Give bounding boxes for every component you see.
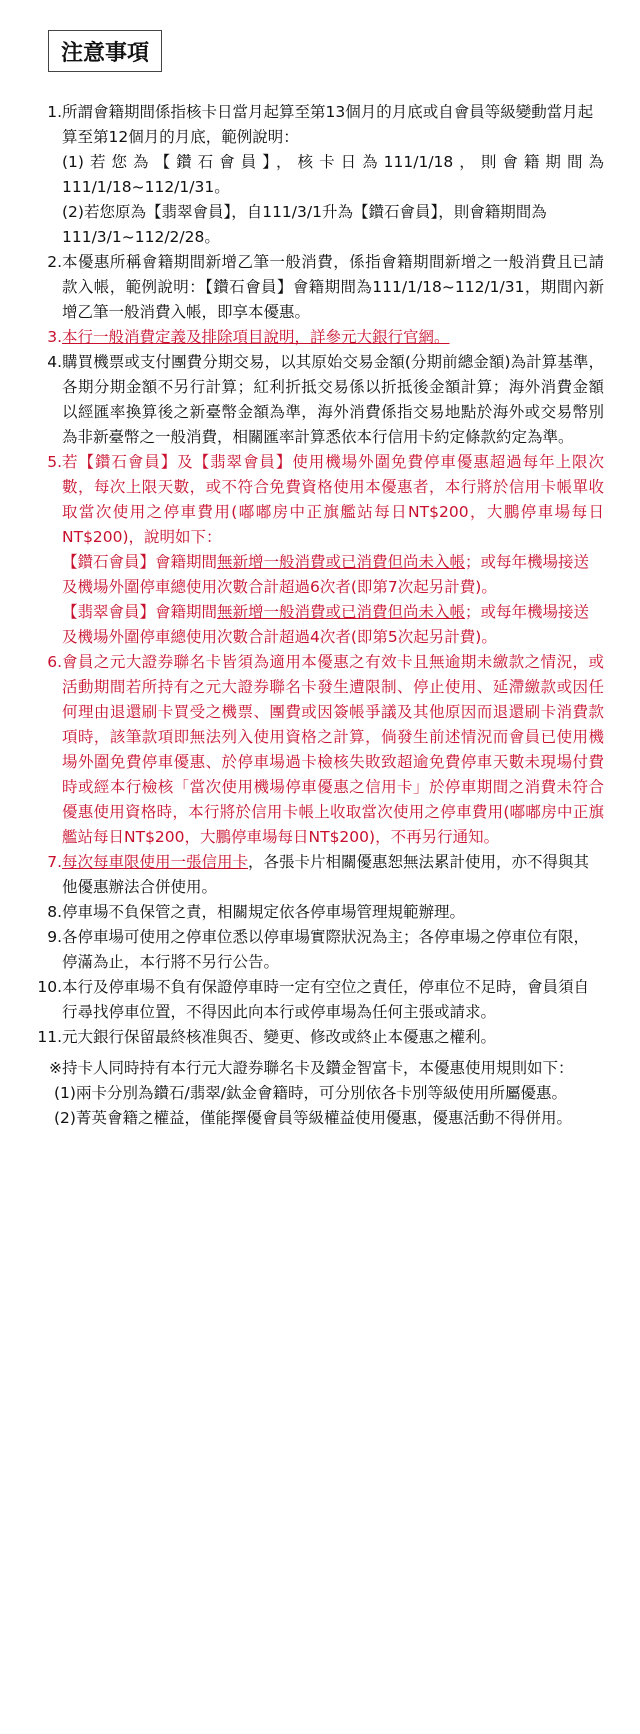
note-example-2: (2)若您原為【翡翠會員】，自111/3/1升為【鑽石會員】，則會籍期間為111/3/1~112/2/28。	[62, 203, 547, 246]
note-item-8	[36, 900, 604, 925]
rule-suffix: ；或每年機場接送及機場外圍停車總使用次數合計超過4次者(即第5次起另計費)。	[62, 603, 590, 646]
note-number: 7.	[47, 853, 62, 871]
note-item-9	[36, 925, 604, 975]
note-item-3	[36, 325, 604, 350]
note-item-4	[36, 350, 604, 450]
note-number: 8.	[47, 903, 62, 921]
rule-prefix: 【鑽石會員】會籍期間	[62, 553, 218, 571]
note-text: 本行及停車場不負有保證停車時一定有空位之責任，停車位不足時，會員須自行尋找停車位置，不得因此向本行或停車場為任何主張或請求。	[62, 978, 590, 1021]
rule-text: 菁英會籍之權益，僅能擇優會員等級權益使用優惠，優惠活動不得併用。	[76, 1109, 573, 1127]
note-item-2	[36, 250, 604, 325]
note-text: 各停車場可使用之停車位悉以停車場實際狀況為主；各停車場之停車位有限，停滿為止，本行將不另行公告。	[62, 928, 590, 971]
dual-card-intro: 持卡人同時持有本行元大證券聯名卡及鑽金智富卡，本優惠使用規則如下：	[62, 1059, 574, 1077]
dual-card-rule-2	[36, 1106, 604, 1131]
note-text: 購買機票或支付團費分期交易，以其原始交易金額(分期前總金額)為計算基準，各期分期金額不另行計算；紅利折抵交易係以折抵後金額計算；海外消費金額以經匯率換算後之新臺幣金額為準，海外消費係指交易地點於海外或交易幣別為非新臺幣之一般消費，相關匯率計算悉依本行信用卡約定條款約定為準。	[62, 353, 604, 446]
diamond-member-rule	[62, 550, 604, 600]
emerald-member-rule	[62, 600, 604, 650]
note-number: 10.	[37, 978, 62, 996]
note-number: 3.	[47, 328, 62, 346]
note-number: 5.	[47, 453, 62, 471]
note-text: 本優惠所稱會籍期間新增乙筆一般消費，係指會籍期間新增之一般消費且已請款入帳，範例說明：【鑽石會員】會籍期間為111/1/18~112/1/31，期間內新增乙筆一般消費入帳，即享本優惠。	[62, 253, 604, 321]
rule-prefix: 【翡翠會員】會籍期間	[62, 603, 218, 621]
note-item-6	[36, 650, 604, 850]
note-number: 6.	[47, 653, 62, 671]
note-item-1	[36, 100, 604, 250]
dual-card-rule-1	[36, 1081, 604, 1106]
notes-list	[36, 100, 604, 1131]
note-text: 元大銀行保留最終核准與否、變更、修改或終止本優惠之權利。	[62, 1028, 497, 1046]
note-text: ，各張卡片相關優惠恕無法累計使用，亦不得與其他優惠辦法合併使用。	[62, 853, 590, 896]
note-text: 若【鑽石會員】及【翡翠會員】使用機場外圍免費停車優惠超過每年上限次數，每次上限天數，或不符合免費資格使用本優惠者，本行將於信用卡帳單收取當次使用之停車費用(嘟嘟房中正旗艦站每日NT$200，大鵬停車場每日NT$200)，說明如下：	[62, 453, 604, 546]
note-item-7	[36, 850, 604, 900]
note-number: 1.	[47, 103, 62, 121]
rule-underlined: 無新增一般消費或已消費但尚未入帳	[217, 603, 466, 621]
dual-card-rules	[36, 1056, 604, 1131]
rule-suffix: ；或每年機場接送及機場外圍停車總使用次數合計超過6次者(即第7次起另計費)。	[62, 553, 590, 596]
note-item-5	[36, 450, 604, 650]
note-number: 11.	[37, 1028, 62, 1046]
page-title: 注意事項	[48, 30, 162, 72]
note-example-1: (1)若您為【鑽石會員】，核卡日為111/1/18，則會籍期間為111/1/18~112/1/31。	[62, 153, 604, 196]
note-text: 所謂會籍期間係指核卡日當月起算至第13個月的月底或自會員等級變動當月起算至第12個月的月底，範例說明：	[62, 103, 594, 146]
rule-text: 兩卡分別為鑽石/翡翠/鈦金會籍時，可分別依各卡別等級使用所屬優惠。	[76, 1084, 567, 1102]
note-number: 2.	[47, 253, 62, 271]
note-emphasis: 每次每車限使用一張信用卡	[62, 853, 249, 871]
consumption-definition-link[interactable]: 本行一般消費定義及排除項目說明，詳參元大銀行官網。	[62, 328, 450, 346]
reference-mark-icon: ※	[49, 1059, 62, 1077]
note-item-10	[36, 975, 604, 1025]
rule-number: (1)	[54, 1084, 76, 1102]
note-text: 停車場不負保管之責，相關規定依各停車場管理規範辦理。	[62, 903, 466, 921]
note-item-11	[36, 1025, 604, 1050]
note-number: 9.	[47, 928, 62, 946]
rule-underlined: 無新增一般消費或已消費但尚未入帳	[217, 553, 466, 571]
rule-number: (2)	[54, 1109, 76, 1127]
note-text: 會員之元大證券聯名卡皆須為適用本優惠之有效卡且無逾期未繳款之情況，或活動期間若所持有之元大證券聯名卡發生遭限制、停止使用、延滯繳款或因任何理由退還刷卡買受之機票、團費或因簽帳爭議及其他原因而退還刷卡消費款項時，該筆款項即無法列入使用資格之計算，倘發生前述情況而會員已使用機場外圍免費停車優惠、於停車場過卡檢核失敗致超逾免費停車天數未現場付費時或經本行檢核「當次使用機場停車優惠之信用卡」於停車期間之消費未符合優惠使用資格時，本行將於信用卡帳上收取當次使用之停車費用(嘟嘟房中正旗艦站每日NT$200，大鵬停車場每日NT$200)，不再另行通知。	[62, 653, 604, 846]
note-number: 4.	[47, 353, 62, 371]
